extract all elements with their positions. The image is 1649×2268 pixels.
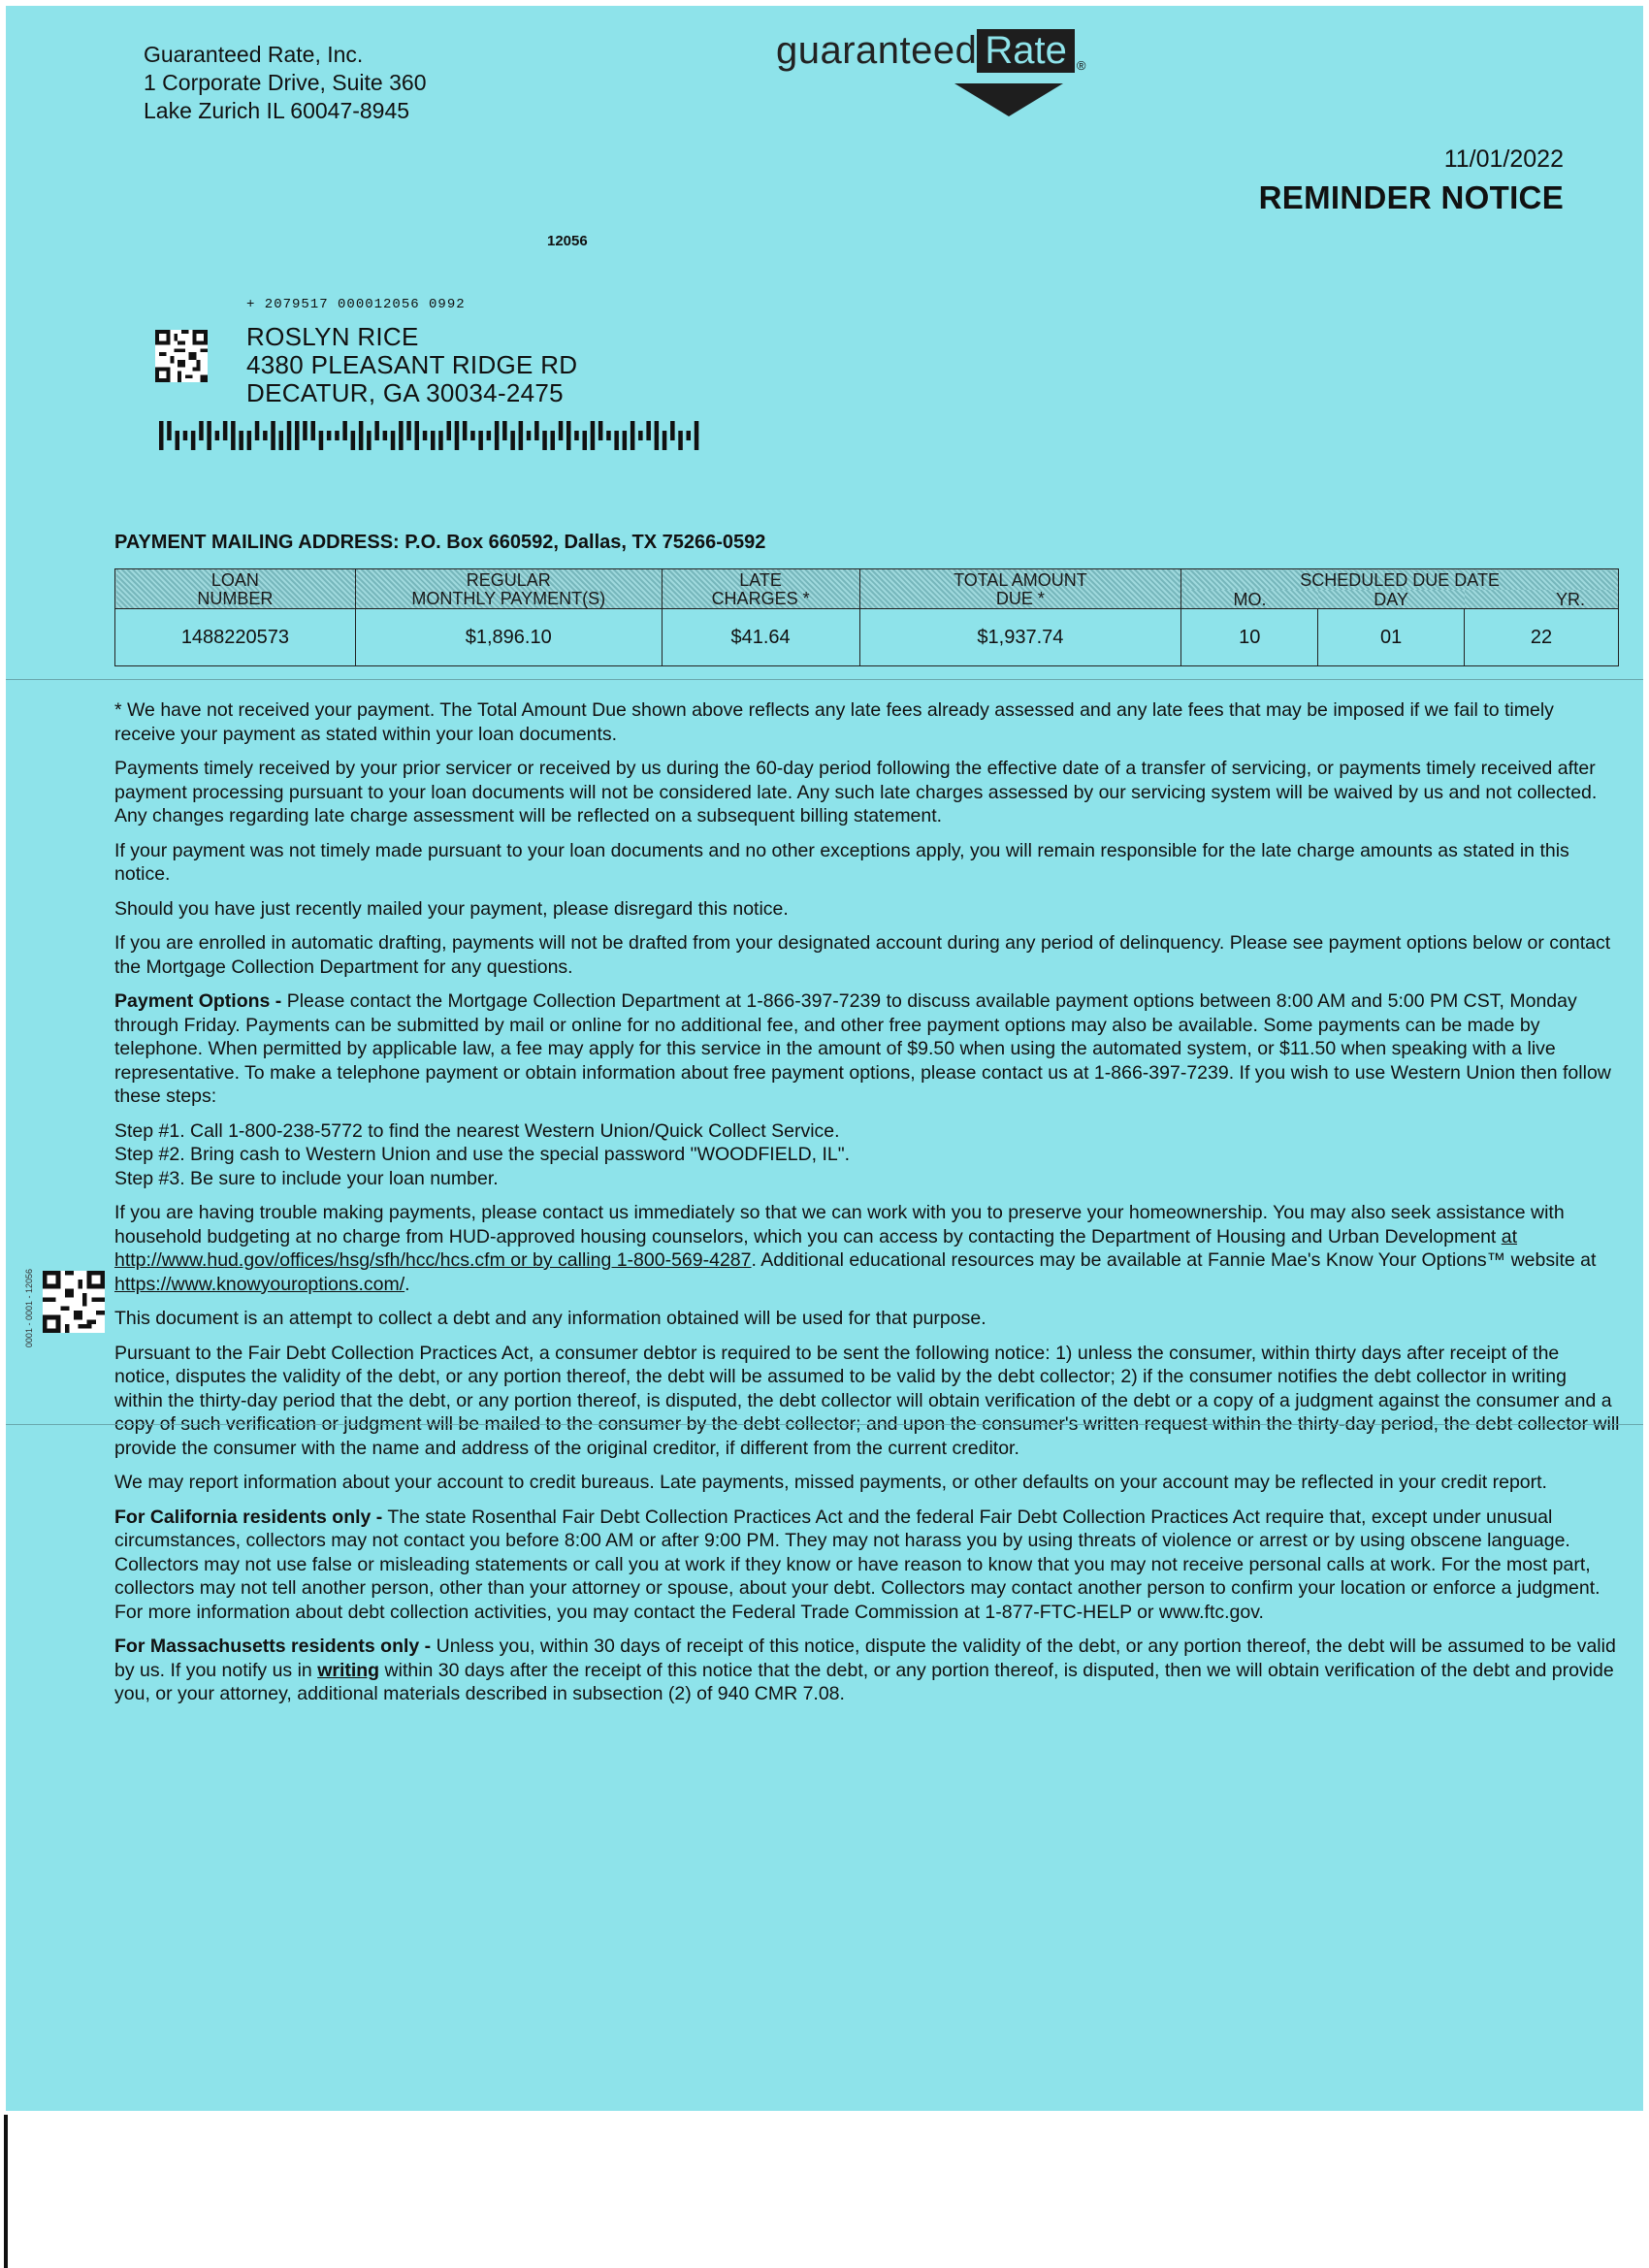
paragraph-responsibility: If your payment was not timely made pursuant to your loan documents and no other exceptions apply, you will remain responsible for the late charge amounts as stated in this notice. — [114, 839, 1569, 885]
paragraph-fdcpa-notice: Pursuant to the Fair Debt Collection Practices Act, a consumer debtor is required to be sent the following notice: 1) unless the consumer, within thirty days after receipt of the notice, disputes the validity of the debt, or any portion thereof, the debt will be assumed to be valid by the debt collector; 2) if the consumer notifies the debt collector in writing within the thirty-day period that the debt, or any portion thereof, is disputed, the debt collector will obtain verification of the debt or a copy of a judgment against the consumer and a copy of such verification or judgment will be mailed to the consumer by the debt collector; and upon the consumer's written request within the thirty-day period, the debt collector will provide the consumer with the name and address of the original creditor, if different from the current creditor. — [114, 1342, 1620, 1459]
sender-address-line2: Lake Zurich IL 60047-8945 — [144, 98, 410, 123]
header-month: MO. — [1181, 590, 1318, 609]
scan-edge-bar — [4, 2115, 8, 2268]
cell-loan-number: 1488220573 — [115, 609, 356, 666]
hud-link[interactable]: at http://www.hud.gov/offices/hsg/sfh/hcc/hcs.cfm or by calling 1-800-569-4287 — [114, 1225, 1518, 1271]
guaranteed-rate-logo — [776, 29, 1086, 116]
writing-emphasis: writing — [317, 1659, 380, 1681]
cell-regular-payment: $1,896.10 — [355, 609, 662, 666]
logo-word-guaranteed: guaranteed — [776, 29, 978, 72]
recipient-address — [246, 323, 577, 407]
fold-line — [6, 679, 1643, 680]
header-day: DAY — [1318, 590, 1465, 609]
notice-title: REMINDER NOTICE — [1258, 179, 1564, 215]
cell-month: 10 — [1181, 609, 1318, 666]
paragraph-hardship-assistance: If you are having trouble making payments, please contact us immediately so that we can work with you to preserve your homeownership. You may also seek assistance with household budgeting at no charge from HUD-approved housing counselors, which you can access by contacting the Department of Housing and Urban Development at http://www.hud.gov/offices/hsg/sfh/hcc/hcs.cfm or by calling 1-800-569-4287. Additional educational resources may be available at Fannie Mae's Know Your Options™ website at https://www.knowyouroptions.com/. — [114, 1202, 1597, 1295]
step-3: Step #3. Be sure to include your loan number. — [114, 1167, 499, 1189]
header-regular-payment: REGULAR MONTHLY PAYMENT(S) — [355, 569, 662, 609]
fold-line — [6, 1424, 1643, 1425]
header-total-due: TOTAL AMOUNT DUE * — [859, 569, 1181, 609]
paragraph-massachusetts: For Massachusetts residents only - Unless you, within 30 days of receipt of this notice, dispute the validity of the debt, or any portion thereof, the debt will be assumed to be valid by us. If you notify us in writing within 30 days after the receipt of this notice that the debt, or any portion thereof, is disputed, then we will obtain verification of the debt and provide you, or your attorney, additional materials described in subsection (2) of 940 CMR 7.08. — [114, 1636, 1616, 1704]
paragraph-debt-collection: This document is an attempt to collect a debt and any information obtained will be used for that purpose. — [114, 1308, 986, 1329]
sender-address-line1: 1 Corporate Drive, Suite 360 — [144, 70, 427, 95]
cell-day: 01 — [1318, 609, 1465, 666]
payment-mailing-label: PAYMENT MAILING ADDRESS: — [114, 532, 400, 553]
cell-year: 22 — [1465, 609, 1619, 666]
payment-mailing-value: P.O. Box 660592, Dallas, TX 75266-0592 — [404, 532, 766, 553]
qr-code-icon — [155, 330, 208, 382]
header-scheduled-due-date: SCHEDULED DUE DATE — [1181, 569, 1619, 590]
side-reference-code: 0001 - 0001 - 12056 — [24, 1269, 34, 1348]
paragraph-auto-draft: If you are enrolled in automatic drafting, payments will not be drafted from your designated account during any period of delinquency. Please see payment options below or contact the Mortgage Collection Department for any questions. — [114, 932, 1611, 978]
paragraph-late-fees: * We have not received your payment. The Total Amount Due shown above reflects any late fees already assessed and any late fees that may be imposed if we fail to timely receive your payment as stated within your loan documents. — [114, 699, 1554, 745]
sender-company: Guaranteed Rate, Inc. — [144, 42, 364, 67]
payment-summary-table — [114, 568, 1619, 666]
side-qr-code-icon — [43, 1271, 105, 1333]
batch-number: 12056 — [547, 233, 588, 249]
paragraph-disregard: Should you have just recently mailed your payment, please disregard this notice. — [114, 897, 789, 920]
step-1: Step #1. Call 1-800-238-5772 to find the nearest Western Union/Quick Collect Service. — [114, 1119, 840, 1142]
notice-body — [114, 698, 1620, 1717]
know-your-options-link[interactable]: https://www.knowyouroptions.com/ — [114, 1273, 405, 1295]
recipient-name: ROSLYN RICE — [246, 322, 419, 351]
header-year: YR. — [1465, 590, 1619, 609]
cell-total-due: $1,937.74 — [859, 609, 1181, 666]
recipient-street: 4380 PLEASANT RIDGE RD — [246, 350, 578, 379]
header-loan-number: LOAN NUMBER — [115, 569, 356, 609]
notice-date: 11/01/2022 — [1443, 146, 1564, 173]
california-heading: For California residents only - — [114, 1506, 383, 1528]
sender-address — [144, 41, 427, 125]
recipient-city-state-zip: DECATUR, GA 30034-2475 — [246, 378, 564, 407]
payment-mailing-address — [114, 532, 765, 554]
step-2: Step #2. Bring cash to Western Union and use the special password "WOODFIELD, IL". — [114, 1144, 851, 1165]
logo-arrow-icon — [954, 83, 1063, 116]
western-union-steps — [114, 1119, 1620, 1191]
massachusetts-heading: For Massachusetts residents only - — [114, 1636, 432, 1657]
logo-word-rate: Rate — [977, 29, 1075, 73]
paragraph-servicing-transfer: Payments timely received by your prior servicer or received by us during the 60-day period following the effective date of a transfer of servicing, or payments timely received after payment processing pursuant to your loan documents will not be considered late. Any such late charges assessed by our servicing system will be waived by us and not collected. Any changes regarding late charge assessment will be reflected on a subsequent billing statement. — [114, 758, 1598, 826]
cell-late-charges: $41.64 — [662, 609, 859, 666]
mail-tracking-line: + 2079517 000012056 0992 — [246, 297, 466, 312]
payment-options-heading: Payment Options - — [114, 990, 282, 1012]
paragraph-payment-options: Payment Options - Please contact the Mortgage Collection Department at 1-866-397-7239 to discuss available payment options between 8:00 AM and 5:00 PM CST, Monday through Friday. Payments can be submitted by mail or online for no additional fee, and other free payment options may also be available. Some payments can be made by telephone. When permitted by applicable law, a fee may apply for this service in the amount of $9.50 when using the automated system, or $11.50 when speaking with a live representative. To make a telephone payment or obtain information about free payment options, please contact us at 1-866-397-7239. If you wish to use Western Union then follow these steps: — [114, 990, 1611, 1107]
postal-barcode — [159, 421, 702, 450]
paragraph-credit-reporting: We may report information about your account to credit bureaus. Late payments, missed payments, or other defaults on your account may be reflected in your credit report. — [114, 1472, 1547, 1493]
header-late-charges: LATE CHARGES * — [662, 569, 859, 609]
paragraph-california: For California residents only - The state Rosenthal Fair Debt Collection Practices Act and the federal Fair Debt Collection Practices Act require that, except under unusual circumstances, collectors may not contact you before 8:00 AM or after 9:00 PM. They may not harass you by using threats of violence or arrest or by using obscene language. Collectors may not use false or misleading statements or call you at work if they know or have reason to know that you may not receive personal calls at work. For the most part, collectors may not tell another person, other than your attorney or spouse, about your debt. Collectors may contact another person to confirm your location or enforce a judgment. For more information about debt collection activities, you may contact the Federal Trade Commission at 1-877-FTC-HELP or www.ftc.gov. — [114, 1506, 1600, 1623]
registered-mark: ® — [1076, 58, 1086, 73]
table-row — [115, 609, 1619, 666]
